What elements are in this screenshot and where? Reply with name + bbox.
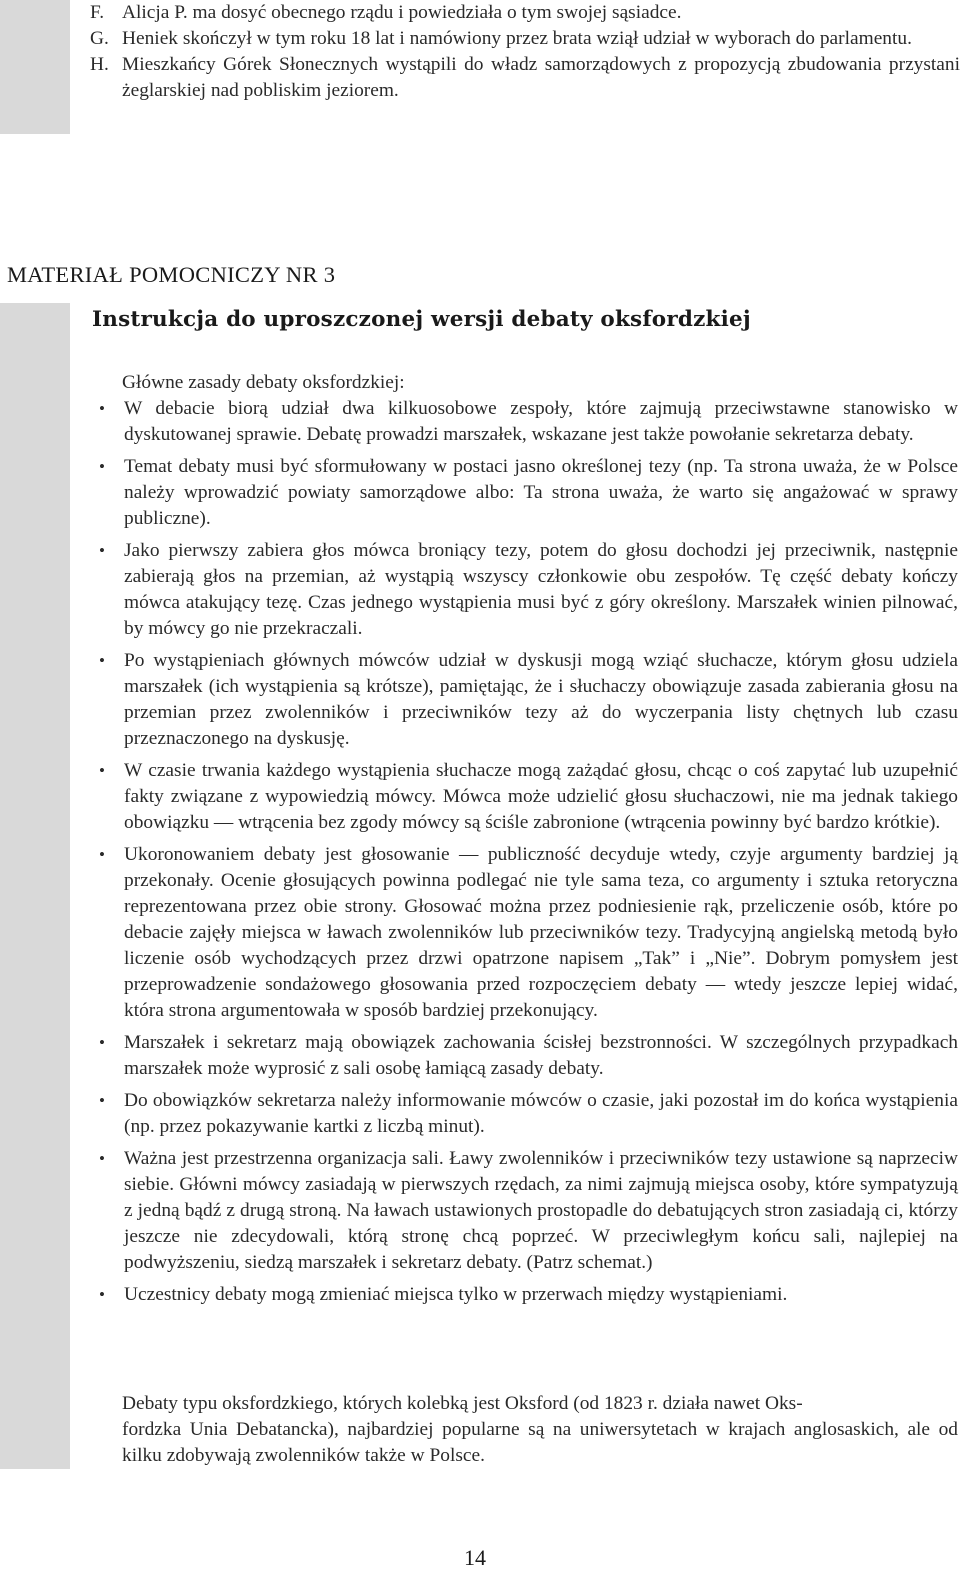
bullet-icon: • [99,1149,105,1168]
bullet-icon: • [99,1091,105,1110]
material-title: MATERIAŁ POMOCNICZY NR 3 [7,262,336,287]
bullet-icon: • [99,845,105,864]
rule-text: W debacie biorą udział dwa kilkuosobowe zespoły, które zajmują przeciwstawne stanowisko w dyskutowanej sprawie. Debatę prowadzi marszałek, wskazane jest także powołanie sekretarza debaty. [124,398,958,445]
list-item [90,0,960,26]
bullet-icon: • [99,761,105,780]
list-item [90,26,960,52]
list-item [97,1282,958,1308]
list-item [97,1088,958,1140]
list-item [97,842,958,1024]
page-number: 14 [464,1545,486,1570]
rule-text: Ważna jest przestrzenna organizacja sali. Ławy zwolenników i przeciwników tezy ustawione są naprzeciw siebie. Główni mówcy zasiadają w pierwszych rzędach, za nimi zajmują miejsca osoby, które sympatyzują z jedną bądź z drugą stroną. Na ławach ustawionych prostopadle do debatujących stron zasiadają ci, którzy jeszcze nie zdecydowali, którą stronę chcą poprzeć. W przeciwległym końcu sali, najlepiej na podwyższeniu, siedzą marszałek i sekretarz debaty. (Patrz schemat.) [124,1148,958,1273]
rule-text: Po wystąpieniach głównych mówców udział w dyskusji mogą wziąć słuchacze, którym głosu udziela marszałek (ich wystąpienia są krótsze), pamiętając, że i słuchaczy obowiązuje zasada zabierania głosu na przemian przez zwolenników i przeciwników tezy aż do wyczerpania listy chętnych lub czasu przeznaczonego na dyskusję. [124,650,958,749]
bullet-icon: • [99,457,105,476]
rule-text: Uczestnicy debaty mogą zmieniać miejsca tylko w przerwach między wystąpieniami. [124,1284,788,1305]
rules-intro: Główne zasady debaty oksfordzkiej: [122,372,405,393]
closing-line: Debaty typu oksfordzkiego, których kolebką jest Oksford (od 1823 r. działa nawet Oks- [122,1393,803,1414]
list-item [97,454,958,532]
bullet-icon: • [99,399,105,418]
closing-paragraph [122,1391,958,1469]
closing-line: fordzka Unia Debatancka), najbardziej popularne są na uniwersytetach w krajach anglosaskich, ale od kilku zdobywają zwolenników także w Polsce. [122,1419,958,1466]
rule-text: Do obowiązków sekretarza należy informowanie mówców o czasie, jaki pozostał im do końca wystąpienia (np. przez pokazywanie kartki z liczbą minut). [124,1090,958,1137]
item-letter: G. [90,28,109,49]
item-letter: F. [90,2,105,23]
list-item [97,538,958,642]
list-item [97,648,958,752]
list-item [90,52,960,104]
options-list [90,0,960,104]
bullet-icon: • [99,541,105,560]
list-item [97,396,958,448]
rule-text: Jako pierwszy zabiera głos mówca broniący tezy, potem do głosu dochodzi jej przeciwnik, następnie zabierają głos na przemian, aż wystąpią wszyscy członkowie obu zespołów. Tę część debaty kończy mówca atakujący tezę. Czas jednego wystąpienia musi być z góry określony. Marszałek winien pilnować, by mówcy go nie przekraczali. [124,540,958,639]
item-text: Heniek skończył w tym roku 18 lat i namówiony przez brata wziął udział w wyborach do parlamentu. [122,28,912,49]
margin-bar-top [0,0,70,134]
bullet-icon: • [99,1033,105,1052]
list-item [97,758,958,836]
section-title: Instrukcja do uproszczonej wersji debaty oksfordzkiej [92,307,751,332]
rule-text: Marszałek i sekretarz mają obowiązek zachowania ścisłej bezstronności. W szczególnych przypadkach marszałek może wyprosić z sali osobę łamiącą zasady debaty. [124,1032,958,1079]
bullet-icon: • [99,651,105,670]
rules-list [97,396,958,1314]
margin-bar-main [0,303,70,1469]
rule-text: Ukoronowaniem debaty jest głosowanie — publiczność decyduje wtedy, czyje argumenty bardziej ją przekonały. Ocenie głosujących powinna podlegać nie tyle sama teza, co argumenty i sztuka retoryczna reprezentowana przez obie strony. Głosować można przez podniesienie rąk, przeliczenie osób, które po debacie zajęły miejsca w ławach zwolenników lub przeciwników tezy. Tradycyjną angielską metodą było liczenie osób wychodzących przez drzwi opatrzone napisem „Tak” i „Nie”. Dobrym pomysłem jest przeprowadzenie sondażowego głosowania przed rozpoczęciem debaty — wtedy jeszcze lepiej widać, która strona argumentowała w sposób bardziej przekonujący. [124,844,958,1021]
item-letter: H. [90,54,109,75]
bullet-icon: • [99,1285,105,1304]
list-item [97,1146,958,1276]
item-text: Mieszkańcy Górek Słonecznych wystąpili do władz samorządowych z propozycją zbudowania przystani żeglarskiej nad pobliskim jeziorem. [122,54,960,101]
list-item [97,1030,958,1082]
item-text: Alicja P. ma dosyć obecnego rządu i powiedziała o tym swojej sąsiadce. [122,2,682,23]
rule-text: W czasie trwania każdego wystąpienia słuchacze mogą zażądać głosu, chcąc o coś zapytać lub uzupełnić fakty związane z wypowiedzią mówcy. Mówca może udzielić głosu słuchaczowi, nie ma jednak takiego obowiązku — wtrącenia bez zgody mówcy są ściśle zabronione (wtrącenia powinny być bardzo krótkie). [124,760,958,833]
rule-text: Temat debaty musi być sformułowany w postaci jasno określonej tezy (np. Ta strona uważa, że w Polsce należy wprowadzić powiaty samorządowe albo: Ta strona uważa, że warto się angażować w sprawy publiczne). [124,456,958,529]
